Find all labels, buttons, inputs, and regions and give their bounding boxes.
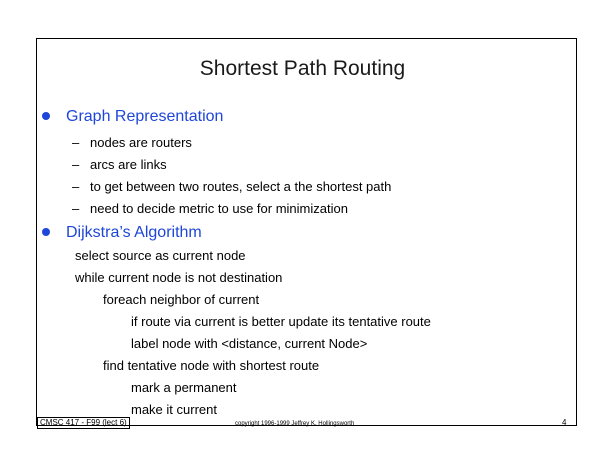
bullet-dijkstra	[42, 224, 202, 242]
bullet-heading: Dijkstra’s Algorithm	[66, 224, 202, 241]
sub-item: – arcs are links	[72, 157, 167, 172]
algorithm-line: make it current	[131, 402, 217, 417]
footer-copyright: copyright 1996-1999 Jeffrey K. Hollingsworth	[235, 421, 355, 427]
algorithm-line: while current node is not destination	[75, 270, 283, 285]
algorithm-line: foreach neighbor of current	[103, 292, 260, 307]
sub-item: – to get between two routes, select a the shortest path	[72, 179, 392, 194]
page-number: 4	[562, 418, 567, 427]
algorithm-line: if route via current is better update its tentative route	[131, 314, 431, 329]
bullet-graph-representation	[42, 108, 223, 126]
dash-icon: –	[72, 201, 80, 216]
slide-title: Shortest Path Routing	[199, 57, 406, 80]
algorithm-line: mark a permanent	[131, 380, 237, 395]
bullet-dot-icon	[42, 228, 50, 236]
dash-icon: –	[72, 157, 80, 172]
sub-item: – need to decide metric to use for minimization	[72, 201, 348, 216]
algorithm-line: select source as current node	[75, 248, 246, 263]
dash-icon: –	[72, 135, 80, 150]
bullet-heading: Graph Representation	[66, 108, 224, 125]
bullet-dot-icon	[42, 112, 50, 120]
sub-item: – nodes are routers	[72, 135, 192, 150]
algorithm-line: find tentative node with shortest route	[103, 358, 320, 373]
algorithm-line: label node with <distance, current Node>	[131, 336, 368, 351]
footer-course: CMSC 417 - F99 (lect 6)	[37, 417, 130, 429]
dash-icon: –	[72, 179, 80, 194]
